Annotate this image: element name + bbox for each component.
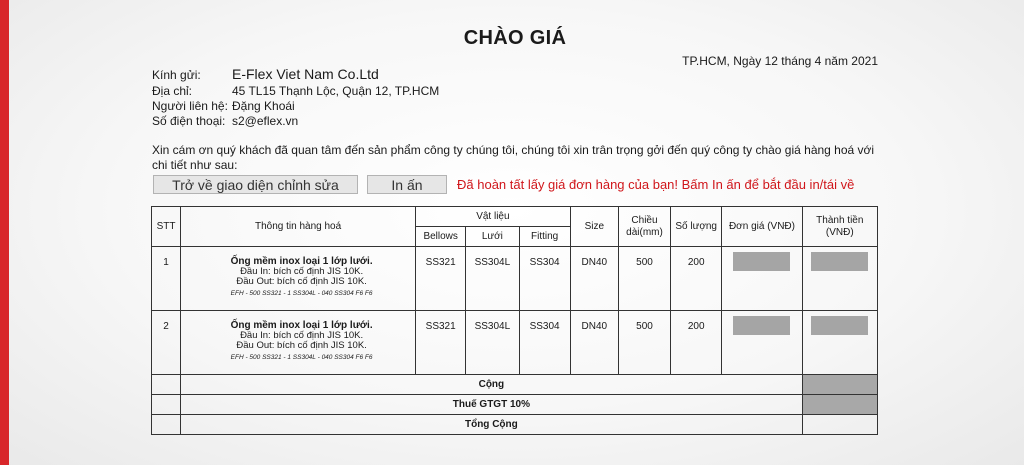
vat-row <box>152 395 878 415</box>
masked-total <box>811 252 868 271</box>
row-bellows: SS321 <box>416 311 466 375</box>
table-row <box>152 311 878 375</box>
product-end-in: Đầu In: bích cố định JIS 10K. <box>240 266 364 277</box>
product-code: EFH - 500 SS321 - 1 SS304L - 040 SS304 F6 F6 <box>230 290 373 297</box>
phone-value: s2@eflex.vn <box>232 114 299 128</box>
address-value: 45 TL15 Thạnh Lộc, Quận 12, TP.HCM <box>232 84 440 98</box>
header-qty: Số lượng <box>671 207 722 247</box>
row-fitting: SS304 <box>519 247 570 311</box>
info-row-recipient <box>152 66 379 82</box>
row-unit-price <box>722 311 802 375</box>
summary-blank-cell <box>152 375 181 395</box>
grand-total-row <box>152 415 878 435</box>
row-stt: 1 <box>152 247 181 311</box>
contact-label: Người liên hệ: <box>152 99 228 113</box>
masked-total <box>811 316 868 335</box>
info-row-address <box>152 84 439 98</box>
row-mesh: SS304L <box>466 247 519 311</box>
product-name: Ống mềm inox loại 1 lớp lưới. <box>230 320 373 331</box>
vat-label: Thuế GTGT 10% <box>181 395 803 415</box>
masked-vat <box>802 395 877 415</box>
header-unit-price: Đơn giá (VNĐ) <box>722 207 802 247</box>
header-material: Vật liệu <box>416 207 571 227</box>
row-size: DN40 <box>570 247 618 311</box>
quote-date: TP.HCM, Ngày 12 tháng 4 năm 2021 <box>682 54 878 68</box>
phone-label: Số điện thoại: <box>152 114 226 128</box>
address-label: Địa chỉ: <box>152 84 193 98</box>
header-info: Thông tin hàng hoá <box>181 207 416 247</box>
summary-blank-cell <box>152 415 181 435</box>
row-qty: 200 <box>671 247 722 311</box>
row-unit-price <box>722 247 802 311</box>
product-end-out: Đầu Out: bích cố định JIS 10K. <box>236 340 367 351</box>
product-end-in: Đầu In: bích cố định JIS 10K. <box>240 330 364 341</box>
header-length: Chiều dài(mm) <box>618 207 670 247</box>
header-bellows: Bellows <box>416 227 466 247</box>
product-end-out: Đầu Out: bích cố định JIS 10K. <box>236 276 367 287</box>
back-to-edit-button[interactable]: Trở về giao diện chỉnh sửa <box>153 175 358 194</box>
recipient-value: E-Flex Viet Nam Co.Ltd <box>232 66 379 82</box>
print-button[interactable]: In ấn <box>367 175 447 194</box>
header-stt: STT <box>152 207 181 247</box>
row-stt: 2 <box>152 311 181 375</box>
row-bellows: SS321 <box>416 247 466 311</box>
header-total: Thành tiền (VNĐ) <box>802 207 877 247</box>
row-length: 500 <box>618 311 670 375</box>
table-row <box>152 247 878 311</box>
row-total <box>802 311 877 375</box>
product-code: EFH - 500 SS321 - 1 SS304L - 040 SS304 F6 F6 <box>230 354 373 361</box>
page-title: CHÀO GIÁ <box>463 27 567 49</box>
row-length: 500 <box>618 247 670 311</box>
row-size: DN40 <box>570 311 618 375</box>
masked-unit-price <box>733 316 790 335</box>
left-accent-bar <box>0 0 9 465</box>
contact-value: Đặng Khoái <box>232 99 295 113</box>
header-size: Size <box>570 207 618 247</box>
quote-table <box>151 206 878 435</box>
grand-total-label: Tổng Cộng <box>181 415 803 435</box>
grand-total-value <box>802 415 877 435</box>
subtotal-row <box>152 375 878 395</box>
subtotal-label: Cộng <box>181 375 803 395</box>
info-row-contact <box>152 99 295 113</box>
product-name: Ống mềm inox loại 1 lớp lưới. <box>230 256 373 267</box>
row-product-info <box>181 247 416 311</box>
recipient-label: Kính gửi: <box>152 68 201 82</box>
row-mesh: SS304L <box>466 311 519 375</box>
row-fitting: SS304 <box>519 311 570 375</box>
row-product-info <box>181 311 416 375</box>
header-mesh: Lưới <box>466 227 519 247</box>
status-notice: Đã hoàn tất lấy giá đơn hàng của bạn! Bấm In ấn để bắt đầu in/tái về <box>457 177 855 192</box>
intro-text: Xin cám ơn quý khách đã quan tâm đến sản phẩm công ty chúng tôi, chúng tôi xin trân trọng gởi đến quý công ty chào giá hàng hoá với chi tiết như sau: <box>152 143 875 172</box>
summary-blank-cell <box>152 395 181 415</box>
header-fitting: Fitting <box>519 227 570 247</box>
info-row-phone <box>152 114 298 128</box>
masked-subtotal <box>802 375 877 395</box>
row-qty: 200 <box>671 311 722 375</box>
row-total <box>802 247 877 311</box>
masked-unit-price <box>733 252 790 271</box>
